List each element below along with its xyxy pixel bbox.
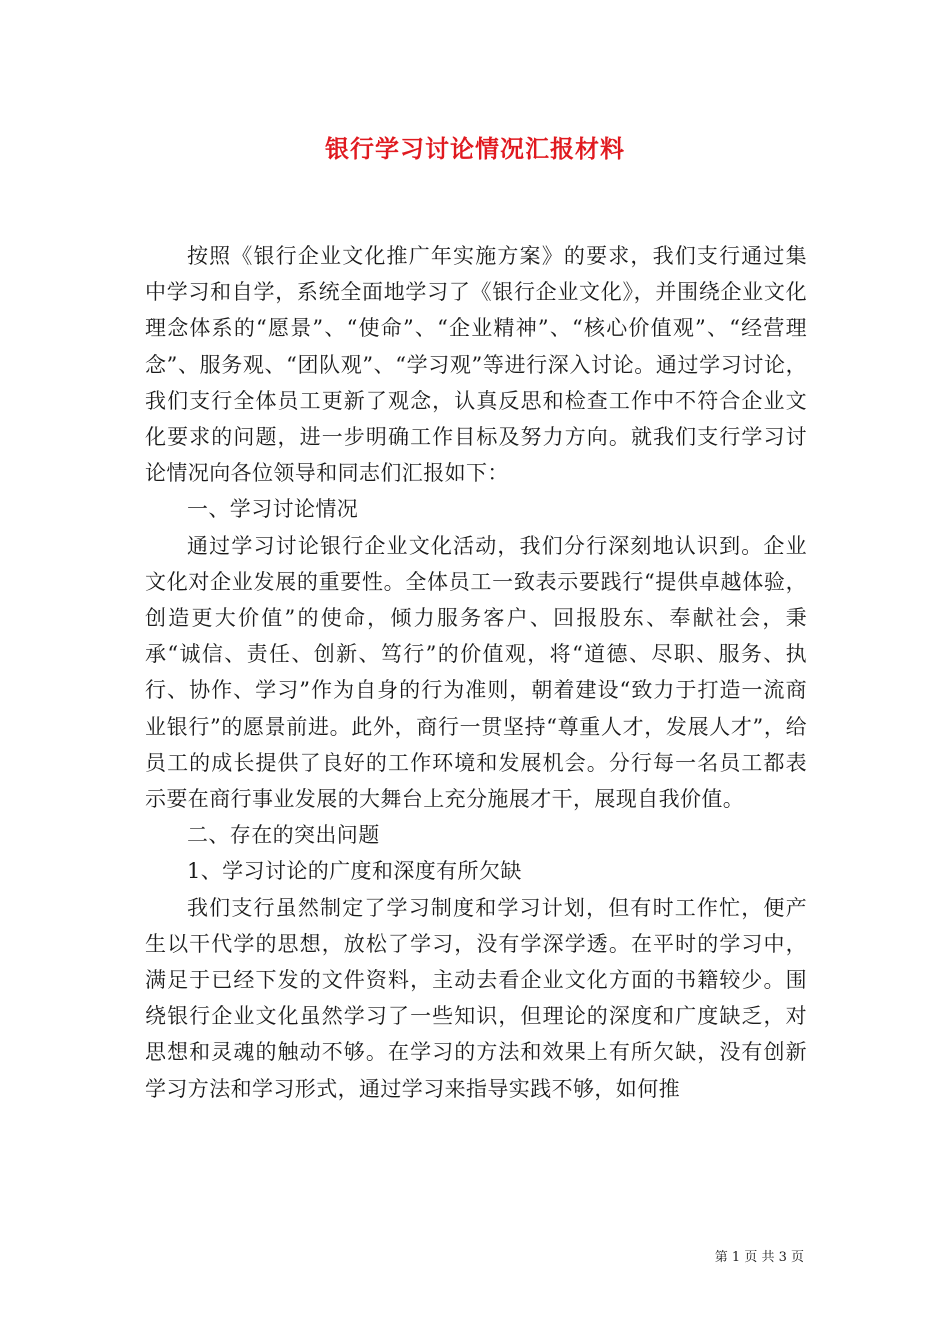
document-body — [145, 238, 807, 1107]
paragraph-subsection-1: 我们支行虽然制定了学习制度和学习计划，但有时工作忙，便产生以干代学的思想，放松了学习，没有学深学透。在平时的学习中，满足于已经下发的文件资料，主动去看企业文化方面的书籍较少。围绕银行企业文化虽然学习了一些知识，但理论的深度和广度缺乏，对思想和灵魂的触动不够。在学习的方法和效果上有所欠缺，没有创新学习方法和学习形式，通过学习来指导实践不够，如何推 — [145, 895, 807, 1101]
document-title: 银行学习讨论情况汇报材料 — [325, 134, 625, 163]
section-heading-2: 二、存在的突出问题 — [187, 823, 380, 848]
paragraph-intro: 按照《银行企业文化推广年实施方案》的要求，我们支行通过集中学习和自学，系统全面地学习了《银行企业文化》，并围绕企业文化理念体系的“愿景”、“使命”、“企业精神”、“核心价值观”、“经营理念”、服务观、“团队观”、“学习观”等进行深入讨论。通过学习讨论，我们支行全体员工更新了观念，认真反思和检查工作中不符合企业文化要求的问题，进一步明确工作目标及努力方向。就我们支行学习讨论情况向各位领导和同志们汇报如下： — [145, 244, 807, 486]
page-number-footer: 第 1 页 共 3 页 — [714, 1250, 804, 1265]
section-heading-1: 一、学习讨论情况 — [187, 497, 359, 522]
subsection-heading-1: 1、学习讨论的广度和深度有所欠缺 — [187, 859, 522, 884]
paragraph-section-1: 通过学习讨论银行企业文化活动，我们分行深刻地认识到。企业文化对企业发展的重要性。全体员工一致表示要践行“提供卓越体验，创造更大价值”的使命，倾力服务客户、回报股东、奉献社会，秉承“诚信、责任、创新、笃行”的价值观，将“道德、尽职、服务、执行、协作、学习”作为自身的行为准则，朝着建设“致力于打造一流商业银行”的愿景前进。此外，商行一贯坚持“尊重人才，发展人才”，给员工的成长提供了良好的工作环境和发展机会。分行每一名员工都表示要在商行事业发展的大舞台上充分施展才干，展现自我价值。 — [145, 533, 807, 812]
